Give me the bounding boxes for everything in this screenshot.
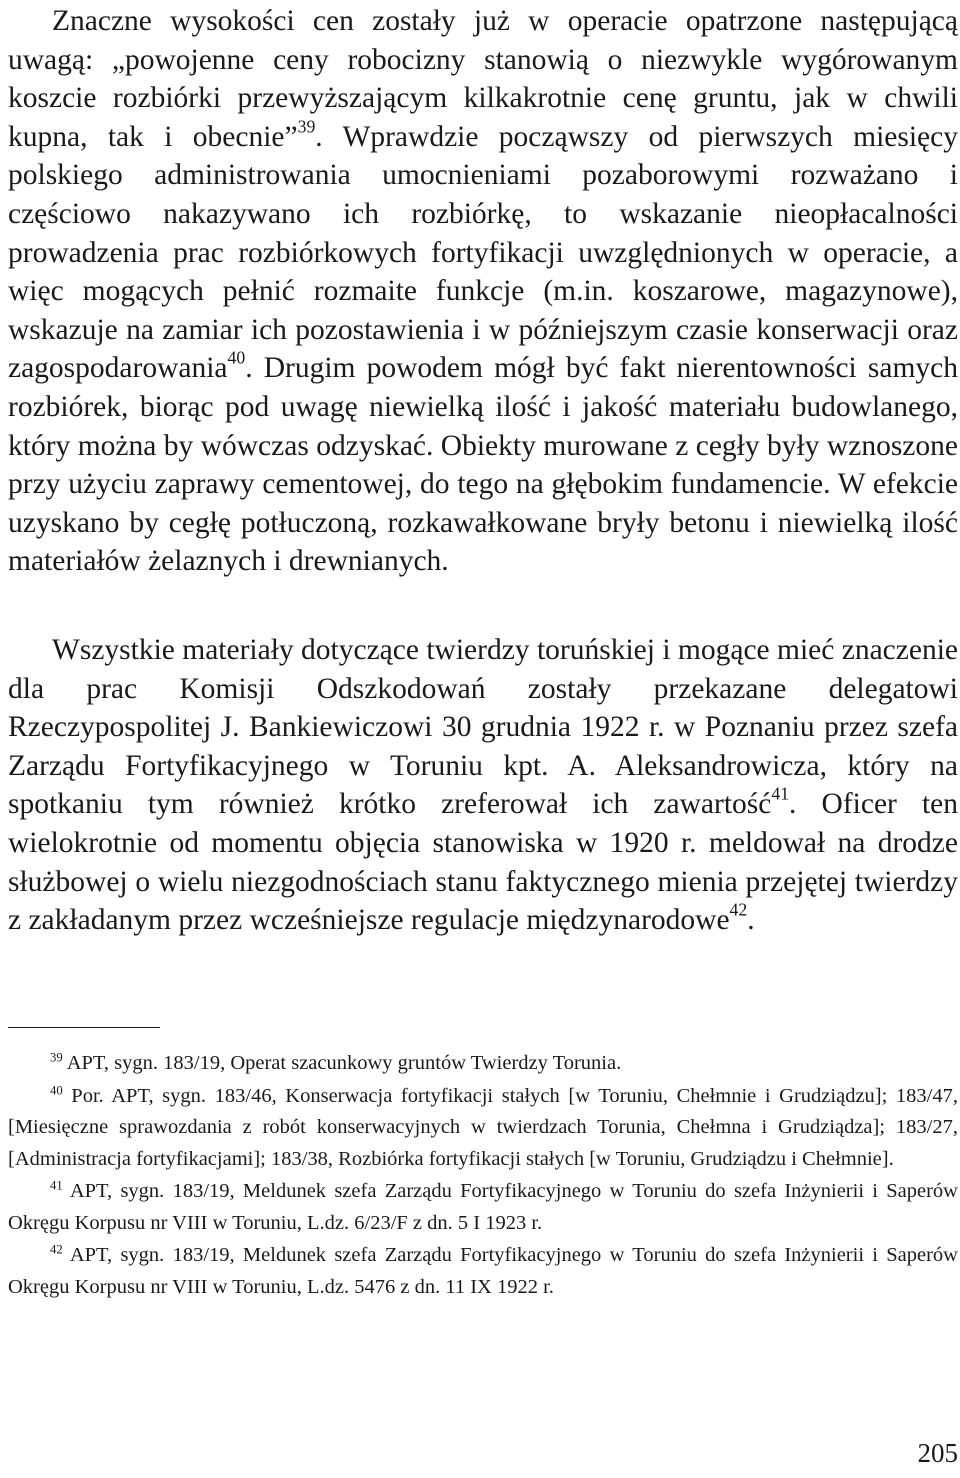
footnote-text: APT, sygn. 183/19, Meldunek szefa Zarządu Fortyfikacyjnego w Toruniu do szefa Inżynierii i Saperów Okręgu Korpusu nr VIII w Toruniu, L.dz. 6/23/F z dn. 5 I 1923 r. (8, 1180, 958, 1234)
footnote-reference: 39 (297, 116, 316, 137)
footnote-39 (8, 1048, 958, 1080)
footnotes (8, 1048, 958, 1304)
page-number: 205 (917, 1438, 958, 1468)
paragraph-text: . Wprawdzie począwszy od pierwszych miesięcy polskiego administrowania umocnieniami pozaborowymi rozważano i częściowo nakazywano ich rozbiórkę, to wskazanie nieopłacalności prowadzenia prac rozbiórkowych fortyfikacji uwzględnionych w operacie, a więc mogących pełnić rozmaite funkcje (m.in. koszarowe, magazynowe), wskazuje na zamiar ich pozostawienia i w późniejszym czasie konserwacji oraz zagospodarowania (8, 120, 958, 385)
footnote-41 (8, 1176, 958, 1239)
footnote-42 (8, 1240, 958, 1303)
footnote-40 (8, 1081, 958, 1176)
footnote-text: Por. APT, sygn. 183/46, Konserwacja fortyfikacji stałych [w Toruniu, Chełmnie i Grudziądzu]; 183/47, [Miesięczne sprawozdania z robót konserwacyjnych w twierdzach Torunia, Chełmna i Grudziądza]; 183/27, [Administracja fortyfikacjami]; 183/38, Rozbiórka fortyfikacji stałych [w Toruniu, Grudziądzu i Chełmnie]. (8, 1084, 958, 1170)
body-paragraph-2 (8, 631, 958, 940)
footnote-text: APT, sygn. 183/19, Meldunek szefa Zarządu Fortyfikacyjnego w Toruniu do szefa Inżynierii i Saperów Okręgu Korpusu nr VIII w Toruniu, L.dz. 5476 z dn. 11 IX 1922 r. (8, 1244, 958, 1298)
paragraph-text: . (747, 904, 755, 937)
footnote-number: 41 (50, 1178, 63, 1193)
paragraph-text: . Drugim powodem mógł być fakt nierentowności samych rozbiórek, biorąc pod uwagę niewielką ilość i jakość materiału budowlanego, który można by wówczas odzyskać. Obiekty murowane z cegły były wznoszone przy użyciu zaprawy cementowej, do tego na głębokim fundamencie. W efekcie uzyskano by cegłę potłuczoną, rozkawałkowane bryły betonu i niewielką ilość materiałów żelaznych i drewnianych. (8, 352, 958, 578)
paragraph-text: . Oficer ten wielokrotnie od momentu objęcia stanowiska w 1920 r. meldował na drodze służbowej o wielu niezgodnościach stanu faktycznego mienia przejętej twierdzy z zakładanym przez wcześniejsze regulacje międzynarodowe (8, 788, 959, 937)
paragraph-text: Znaczne wysokości cen zostały już w operacie opatrzone następującą uwagą: „powojenne ceny robocizny stanowią o niezwykle wygórowanym koszcie rozbiórki przewyższającym kilkakrotnie cenę gruntu, jak w chwili kupna, tak i obecnie” (8, 5, 958, 153)
body-paragraph-1 (8, 2, 958, 581)
footnote-reference: 40 (227, 348, 246, 369)
paragraph-text: Wszystkie materiały dotyczące twierdzy toruńskiej i mogące mieć znaczenie dla prac Komisji Odszkodowań zostały przekazane delegatowi Rzeczypospolitej J. Bankiewiczowi 30 grudnia 1922 r. w Poznaniu przez szefa Zarządu Fortyfikacyjnego w Toruniu kpt. A. Aleksandrowicza, który na spotkaniu tym również krótko zreferował ich zawartość (8, 634, 958, 821)
footnote-reference: 41 (771, 784, 790, 805)
footnote-reference: 42 (729, 899, 748, 920)
footnote-text: APT, sygn. 183/19, Operat szacunkowy gruntów Twierdzy Torunia. (62, 1052, 622, 1074)
footnote-number: 42 (50, 1242, 63, 1257)
footnote-number: 39 (50, 1050, 63, 1065)
footnote-number: 40 (50, 1082, 63, 1097)
footnote-separator (8, 1027, 160, 1028)
